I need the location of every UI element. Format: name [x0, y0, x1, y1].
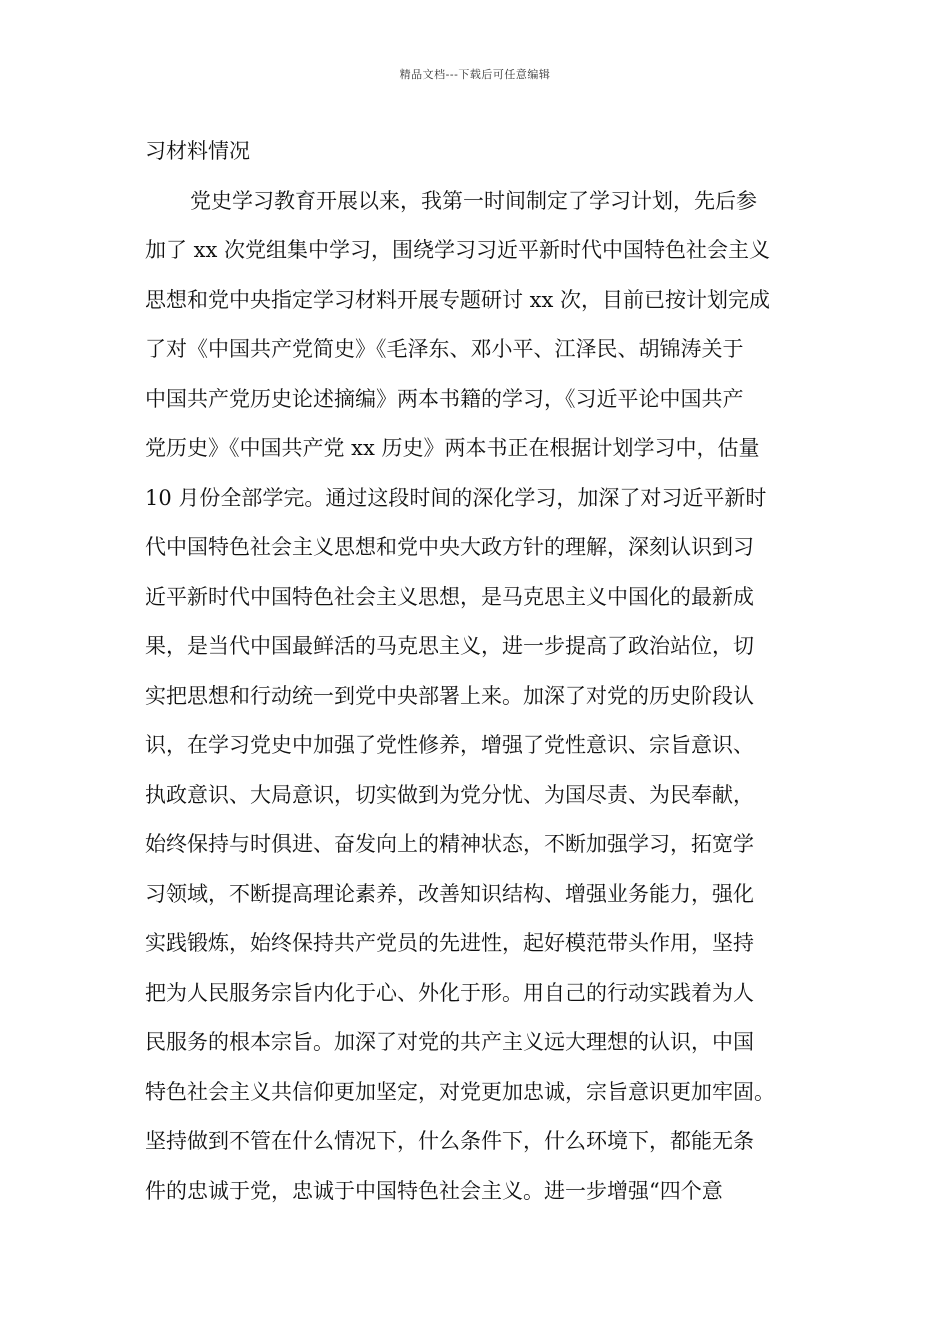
body-line: 中国共产党历史论述摘编》两本书籍的学习，《习近平论中国共产 [145, 386, 744, 411]
paragraph-first-line: 党史学习教育开展以来，我第一时间制定了学习计划，先后参 [190, 188, 757, 213]
body-line: 件的忠诚于党，忠诚于中国特色社会主义。进一步增强“四个意 [145, 1178, 723, 1203]
body-line: 民服务的根本宗旨。加深了对党的共产主义远大理想的认识，中国 [145, 1030, 754, 1054]
body-line: 加了 xx 次党组集中学习，围绕学习习近平新时代中国特色社会主义 [145, 238, 771, 262]
body-line: 10 月份全部学完。通过这段时间的深化学习，加深了对习近平新时 [145, 485, 767, 510]
body-line: 果，是当代中国最鲜活的马克思主义，进一步提高了政治站位，切 [145, 634, 754, 658]
body-line: 实把思想和行动统一到党中央部署上来。加深了对党的历史阶段认 [145, 683, 754, 708]
body-line: 实践锻炼，始终保持共产党员的先进性，起好模范带头作用，坚持 [145, 931, 754, 955]
body-line: 思想和党中央指定学习材料开展专题研讨 xx 次，目前已按计划完成 [145, 287, 771, 312]
body-line: 了对《中国共产党简史》《毛泽东、邓小平、江泽民、胡锦涛关于 [145, 337, 744, 361]
page-header: 精品文档---下载后可任意编辑 [399, 68, 551, 81]
body-line: 习领域，不断提高理论素养，改善知识结构、增强业务能力，强化 [145, 881, 754, 906]
body-line: 代中国特色社会主义思想和党中央大政方针的理解，深刻认识到习 [145, 535, 754, 559]
body-line: 特色社会主义共信仰更加坚定，对党更加忠诚，宗旨意识更加牢固。 [145, 1079, 775, 1104]
body-line: 近平新时代中国特色社会主义思想，是马克思主义中国化的最新成 [145, 584, 754, 609]
body-line: 识，在学习党史中加强了党性修养，增强了党性意识、宗旨意识、 [145, 733, 754, 757]
document-body [145, 132, 825, 1221]
body-line: 习材料情况 [145, 139, 250, 163]
body-line: 坚持做到不管在什么情况下，什么条件下，什么环境下，都能无条 [145, 1129, 754, 1153]
body-line: 始终保持与时俱进、奋发向上的精神状态，不断加强学习，拓宽学 [145, 832, 754, 856]
body-line: 执政意识、大局意识，切实做到为党分忧、为国尽责、为民奉献， [145, 782, 754, 807]
body-line: 党历史》《中国共产党 xx 历史》两本书正在根据计划学习中，估量 [145, 436, 760, 460]
body-line: 把为人民服务宗旨内化于心、外化于形。用自己的行动实践着为人 [145, 980, 754, 1005]
